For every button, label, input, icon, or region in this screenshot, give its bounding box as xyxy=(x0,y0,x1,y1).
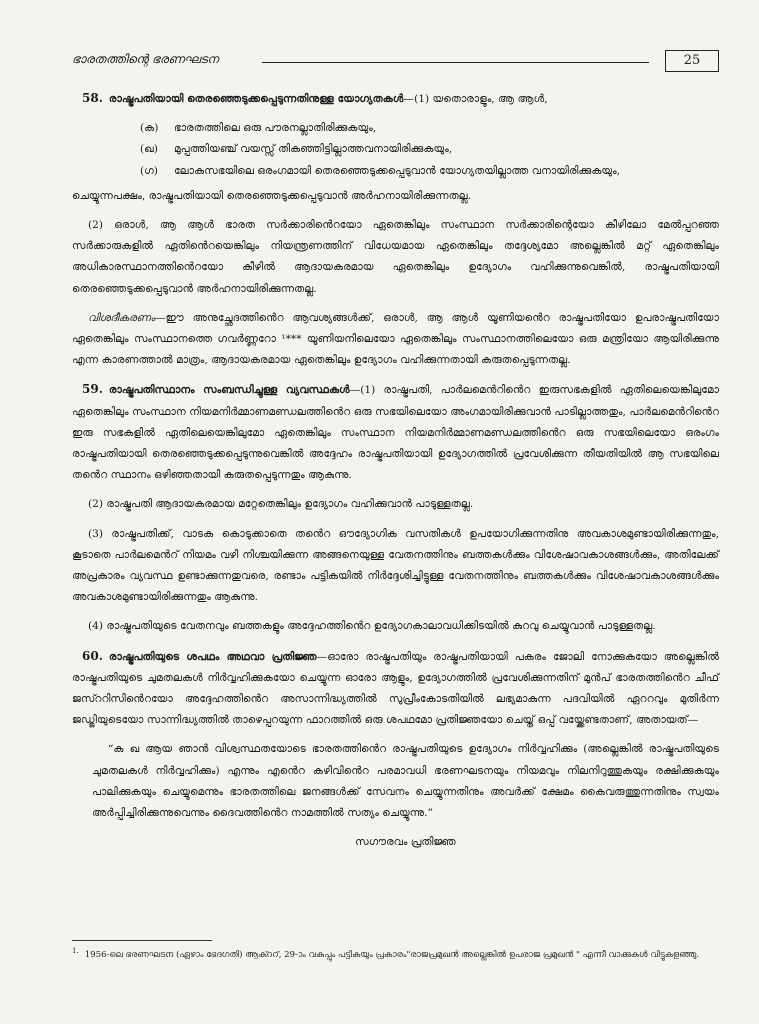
section-number: 60. xyxy=(82,648,103,663)
section-para-1: —(1) രാഷ്ട്രപതി, പാർലമെൻറിൻെറ ഇരുസഭകളിൽ ഏതിലെയെങ്കിലുമോ ഏതെങ്കിലും സംസ്ഥാന നിയമനിർമ്മാണമണ്ഡലത്തിൻെറ ഒരു സഭയിലെയോ അംഗമായിരിക്കുവാൻ പാടില്ലാത്തതും, പാർലമെൻറിൻെറ ഇരു സഭകളിൽ ഏതിലെയെങ്കിലുമോ ഏതെങ്കിലും സംസ്ഥാന നിയമനിർമ്മാണമണ്ഡലത്തിൻെറ ഒരു സഭയിലെയോ ഒരംഗം രാഷ്ട്രപതിയായി തെരഞ്ഞെടുക്കപ്പെടുന്നുവെങ്കിൽ അദ്ദേഹം രാഷ്ട്രപതിയായി ഉദ്യോഗത്തിൽ പ്രവേശിക്കുന്ന തീയതിയിൽ ആ സഭയിലെ തൻെറ സ്ഥാനം ഒഴിഞ്ഞതായി കരുതപ്പെടുന്നതും ആകുന്നു. xyxy=(72,384,719,482)
section-59-para-3: (3) രാഷ്ട്രപതിക്ക്, വാടക കൊടുക്കാതെ തൻെറ ഔദ്യോഗിക വസതികൾ ഉപയോഗിക്കുന്നതിനു അവകാശമുണ്ടായിരിക്കുന്നതും, കൂടാതെ പാർലമെൻറ് നിയമം വഴി നിശ്ചയിക്കുന്ന അങ്ങനെയുള്ള വേതനത്തിനും ബത്തകൾക്കും വിശേഷാവകാശങ്ങൾക്കും, അതിലേക്ക് അപ്രകാരം വ്യവസ്ഥ ഉണ്ടാക്കുന്നതുവരെ, രണ്ടാം പട്ടികയിൽ നിർദ്ദേശിച്ചിട്ടുള്ള വേതനത്തിനും ബത്തകൾക്കും വിശേഷാവകാശങ്ങൾക്കും അവകാശമുണ്ടായിരിക്കുന്നതും ആകുന്നു. xyxy=(72,527,719,604)
clause-label: (ഗ) xyxy=(140,164,158,177)
section-59-heading xyxy=(72,379,719,486)
footnote-rule xyxy=(72,940,212,941)
section-title: രാഷ്ട്രപതിയായി തെരഞ്ഞെടുക്കപ്പെടുന്നതിനുള്ള യോഗ്യതകൾ xyxy=(108,93,404,105)
clause-item xyxy=(140,118,719,139)
oath-form xyxy=(72,739,719,853)
clause-item xyxy=(140,161,719,182)
section-58-explanation xyxy=(72,308,719,372)
footnote xyxy=(72,944,719,962)
clause-label: (ക) xyxy=(140,122,159,135)
section-59-para-2: (2) രാഷ്ട്രപതി ആദായകരമായ മറ്റേതെങ്കിലും ഉദ്യോഗം വഹിക്കുവാൻ പാടുള്ളതല്ല. xyxy=(88,498,474,511)
running-head: ഭാരതത്തിന്റെ ഭരണഘടന xyxy=(72,52,219,66)
clause-item xyxy=(140,139,719,160)
clause-label: (ഖ) xyxy=(140,143,158,156)
section-59-para-4: (4) രാഷ്ട്രപതിയുടെ വേതനവും ബത്തകളും അദ്ദേഹത്തിൻെറ ഉദ്യോഗകാലാവധിക്കിടയിൽ കുറവു ചെയ്യുവാൻ പാടുള്ളതല്ല. xyxy=(88,620,656,633)
page-header xyxy=(72,50,719,74)
clause-text: മുപ്പത്തിയഞ്ച് വയസ്സ് തികഞ്ഞിട്ടില്ലാത്തവനായിരിക്കുകയും, xyxy=(174,143,453,156)
oath-text: “ക ഖ ആയ ഞാൻ വിശ്വസ്ഥതയോടെ ഭാരതത്തിൻെറ രാഷ്ട്രപതിയുടെ ഉദ്യോഗം നിർവ്വഹിക്കും (അല്ലെങ്കിൽ രാഷ്ട്രപതിയുടെ ചുമതലകൾ നിർവ്വഹിക്കും) എന്നും എൻെറ കഴിവിൻെറ പരമാവധി ഭരണഘടനയും നിയമവും നിലനിറുത്തുകയും രക്ഷിക്കുകയും പാലിക്കുകയും ചെയ്യുമെന്നും ഭാരതത്തിലെ ജനങ്ങൾക്ക് സേവനം ചെയ്യുന്നതിനും അവർക്ക് ക്ഷേമം കൈവരുത്തുന്നതിനും സ്വയം അർപ്പിച്ചിരിക്കുന്നുവെന്നും ദൈവത്തിൻെറ നാമത്തിൽ സത്യം ചെയ്യുന്നു.” xyxy=(92,743,719,820)
clause-list xyxy=(140,118,719,182)
section-58-heading xyxy=(72,88,719,110)
header-rule xyxy=(262,62,649,63)
explanation-label: വിശദീകരണം xyxy=(88,311,155,324)
footnote-mark: 1. xyxy=(72,947,79,955)
clause-text: ഭാരതത്തിലെ ഒരു പൗരനല്ലാതിരിക്കുകയും, xyxy=(174,122,377,135)
section-58-tail: ചെയ്യുന്നപക്ഷം, രാഷ്ട്രപതിയായി തെരഞ്ഞെടുക്കപ്പെടുവാൻ അർഹനായിരിക്കുന്നതല്ല. xyxy=(72,189,472,202)
section-number: 58. xyxy=(82,91,103,105)
document-body xyxy=(72,88,719,854)
explanation-text: —ഈ അനുച്ഛേദത്തിൻെറ ആവശ്യങ്ങൾക്ക്, ഒരാൾ, ആ ആൾ യൂണിയൻെറ രാഷ്ട്രപതിയോ ഉപരാഷ്ട്രപതിയോ ഏതെങ്കിലും സംസ്ഥാനത്തെ ഗവർണ്ണറോ ¹*** യൂണിയനിലെയോ ഏതെങ്കിലും സംസ്ഥാനത്തിലെയോ ഒരു മന്ത്രിയോ ആയിരിക്കുന്നു എന്ന കാരണത്താൽ മാത്രം, ആദായകരമായ ഏതെങ്കിലും ഉദ്യോഗം വഹിക്കുന്നതായി കരുതപ്പെടുന്നതല്ല. xyxy=(72,311,719,367)
footnote-text: 1956-ലെ ഭരണഘടന (ഏഴാം ഭേദഗതി) ആക്ററ്, 29-ാം വകുപ്പും പട്ടികയും പ്രകാരം"രാജപ്രമുഖൻ അല്ലെങ്കിൽ ഉപരാജ പ്രമുഖൻ " എന്നീ വാക്കുകൾ വിട്ടുകളഞ്ഞു. xyxy=(84,949,700,960)
page-number: 25 xyxy=(665,50,719,72)
section-lead: —(1) യതൊരാളും, ആ ആൾ, xyxy=(403,93,548,105)
section-para-1: —ഓരോ രാഷ്ട്രപതിയും രാഷ്ട്രപതിയായി പകരം ജോലി നോക്കുകയോ അല്ലെങ്കിൽ രാഷ്ട്രപതിയുടെ ചുമതലകൾ നിർവ്വഹിക്കുകയോ ചെയ്യുന്ന ഓരോ ആളും, ഉദ്യോഗത്തിൽ പ്രവേശിക്കുന്നതിന് മുൻപ് ഭാരതത്തിൻെറ ചീഫ് ജസ്ററിസിൻെറയോ അദ്ദേഹത്തിൻെറ അസാന്നിദ്ധ്യത്തിൽ സുപ്രീംകോടതിയിൽ ലഭ്യമാകുന്ന പദവിയിൽ ഏററവും മുതിർന്ന ജഡ്ജിയുടെയോ സാന്നിദ്ധ്യത്തിൽ താഴെപ്പറയുന്ന ഫാറത്തിൽ ഒരു ശപഥമോ പ്രതിജ്ഞയോ ചെയ്ത് ഒപ്പ് വയ്ക്കേണ്ടതാണ്, അതായത്— xyxy=(72,650,719,727)
section-58-para-2: (2) ഒരാൾ, ആ ആൾ ഭാരത സർക്കാരിൻെറയോ ഏതെങ്കിലും സംസ്ഥാന സർക്കാരിന്റെയോ കീഴിലോ മേൽപ്പറഞ്ഞ സർക്കാരുകളിൽ ഏതിൻെറയെങ്കിലും നിയന്ത്രണത്തിന് വിധേയമായ ഏതെങ്കിലും തദ്ദേശ്യമോ അല്ലെങ്കിൽ മറ്റ് ഏതെങ്കിലും അധികാരസ്ഥാനത്തിൻെറയോ കീഴിൽ ആദായകരമായ ഏതെങ്കിലും ഉദ്യോഗം വഹിക്കുന്നുവെങ്കിൽ, രാഷ്ട്രപതിയായി തെരഞ്ഞെടുക്കപ്പെടുവാൻ അർഹനായിരിക്കുന്നതല്ല. xyxy=(72,219,719,295)
section-number: 59. xyxy=(82,382,103,397)
clause-text: ലോകസഭയിലെ ഒരംഗമായി തെരഞ്ഞെടുക്കപ്പെടുവാൻ യോഗ്യതയില്ലാത്ത വനായിരിക്കുകയും, xyxy=(174,164,621,177)
section-title: രാഷ്ട്രപതിയുടെ ശപഥം അഥവാ പ്രതിജ്ഞ xyxy=(108,650,317,663)
section-title: രാഷ്ട്രപതിസ്ഥാനം സംബന്ധിച്ചുള്ള വ്യവസ്ഥകൾ xyxy=(108,384,350,397)
section-60-heading xyxy=(72,646,719,732)
oath-note: സഗൗരവം പ്രതിജ്ഞ xyxy=(355,836,456,849)
